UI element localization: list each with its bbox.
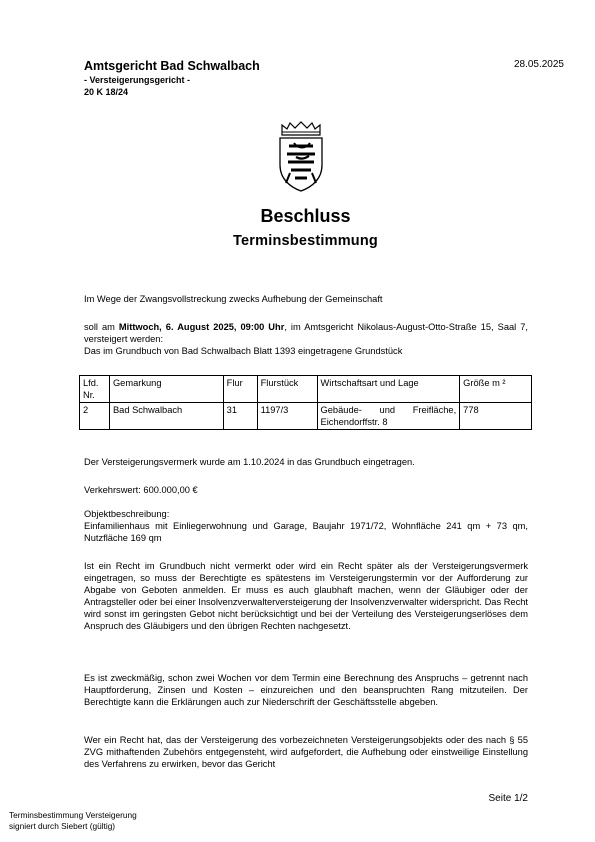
termin-paragraph — [84, 321, 528, 345]
termin-suffix: , im Amtsgericht Nikolaus-August-Otto-Straße 15, Saal 7, versteigert werden: — [84, 322, 529, 344]
page-number: Seite 1/2 — [488, 793, 528, 804]
header-wirtschaftsart: Wirtschaftsart und Lage — [317, 376, 460, 403]
rights-paragraph: Ist ein Recht im Grundbuch nicht vermerkt oder wird ein Recht später als der Versteigerungsvermerk eingetragen, so muss der Berechtigte es spätestens im Versteigerungstermin vor der Aufforderung zur Abgabe von Geboten anmelden. Er muss es auch glaubhaft machen, wenn der Gläubiger oder der Antragsteller oder bei einer Insolvenzverwalterversteigerung der Insolvenzverwalter widerspricht. Das Recht wird sonst im geringsten Gebot nicht berücksichtigt und bei der Verteilung des Versteigerungserlöses dem Anspruch des Gläubigers und den übrigen Rechten nachgesetzt. — [84, 561, 528, 631]
cell-groesse: 778 — [460, 403, 532, 430]
case-number: 20 K 18/24 — [84, 87, 129, 97]
header-gemarkung: Gemarkung — [109, 376, 223, 403]
header-lfd-nr: Lfd. Nr. — [80, 376, 110, 403]
grundbuch-line: Das im Grundbuch von Bad Schwalbach Blatt 1393 eingetragene Grundstück — [84, 346, 403, 356]
calculation-paragraph: Es ist zweckmäßig, schon zwei Wochen vor dem Termin eine Berechnung des Anspruchs – getrennt nach Hauptforderung, Zinsen und Kosten – einzureichen und den beanspruchten Rang mitzuteilen. Der Berechtigte kann die Erklärungen auch zur Niederschrift der Geschäftsstelle abgeben. — [84, 673, 528, 707]
header-flur: Flur — [223, 376, 257, 403]
cell-wirtschaftsart: Gebäude- und Freifläche, Eichendorffstr. 8 — [317, 403, 460, 430]
footer-signature: signiert durch Siebert (gültig) — [9, 821, 116, 831]
hesse-coat-of-arms-icon — [276, 121, 326, 193]
cell-flurstueck: 1197/3 — [257, 403, 317, 430]
cell-flur: 31 — [223, 403, 257, 430]
vermerk-text: Der Versteigerungsvermerk wurde am 1.10.2024 in das Grundbuch eingetragen. — [84, 457, 415, 467]
court-name: Amtsgericht Bad Schwalbach — [84, 59, 260, 73]
table-row — [80, 403, 532, 430]
objekt-label: Objektbeschreibung: — [84, 509, 170, 519]
header-groesse: Größe m ² — [460, 376, 532, 403]
table-header-row — [80, 376, 532, 403]
document-title: Beschluss — [260, 206, 351, 226]
objekt-text: Einfamilienhaus mit Einliegerwohnung und Garage, Baujahr 1971/72, Wohnfläche 241 qm + 73 qm, Nutzfläche 169 qm — [84, 521, 528, 543]
objection-paragraph: Wer ein Recht hat, das der Versteigerung des vorbezeichneten Versteigerungsobjekts oder des nach § 55 ZVG mithaftenden Zubehörs entgegensteht, wird aufgefordert, die Aufhebung oder einstweilige Einstellung des Verfahrens zu erwirken, bevor das Gericht — [84, 735, 528, 769]
cell-gemarkung: Bad Schwalbach — [109, 403, 223, 430]
footer-doc-type: Terminsbestimmung Versteigerung — [9, 810, 137, 820]
verkehrswert-text: Verkehrswert: 600.000,00 € — [84, 485, 198, 495]
intro-text: Im Wege der Zwangsvollstreckung zwecks Aufhebung der Gemeinschaft — [84, 294, 383, 304]
court-department: - Versteigerungsgericht - — [84, 75, 191, 85]
termin-datetime: Mittwoch, 6. August 2025, 09:00 Uhr — [118, 322, 285, 332]
header-flurstueck: Flurstück — [257, 376, 317, 403]
parcel-table — [79, 375, 532, 430]
document-date: 28.05.2025 — [513, 59, 564, 70]
document-subtitle: Terminsbestimmung — [233, 233, 378, 249]
cell-lfd-nr: 2 — [80, 403, 110, 430]
termin-prefix: soll am — [84, 322, 119, 332]
